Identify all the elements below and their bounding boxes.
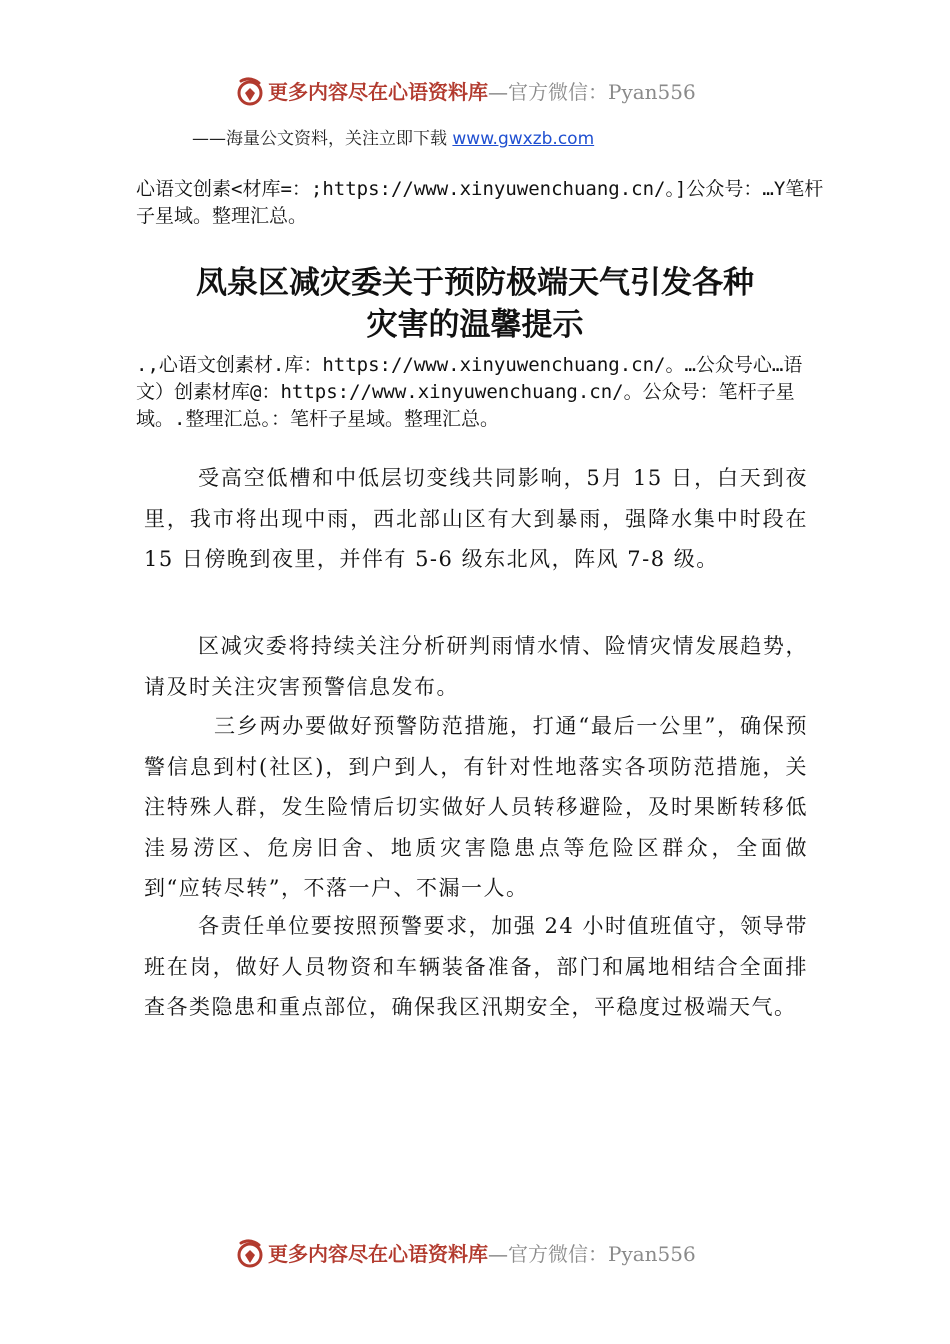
body-paragraph-4: 各责任单位要按照预警要求，加强 24 小时值班值守，领导带班在岗，做好人员物资和车辆装备准备，部门和属地相结合全面排查各类隐患和重点部位，确保我区汛期安全，平稳度过极端天气。 (144, 914, 808, 1019)
watermark-text-b: .,心语文创素材.库：https://www.xinyuwenchuang.cn/。…公众号心…语文）创素材库@：https://www.xinyuwenchuang.cn/。公众号：笔杆子星域。.整理汇总。：笔杆子星域。整理汇总。 (136, 354, 803, 430)
document-title (100, 262, 850, 346)
title-line-2: 灾害的温馨提示 (366, 307, 584, 343)
header-banner (0, 72, 950, 112)
banner-wechat-text: 官方微信：Pyan556 (508, 1242, 696, 1266)
title-line-1: 凤泉区减灾委关于预防极端天气引发各种 (196, 265, 754, 301)
banner-text (268, 78, 696, 106)
download-link[interactable]: www.gwxzb.com (452, 129, 595, 149)
banner-main-text: 更多内容尽在心语资料库 (268, 80, 488, 104)
logo-icon (232, 74, 268, 110)
download-line (192, 126, 594, 152)
body-paragraph-2: 区减灾委将持续关注分析研判雨情水情、险情灾情发展趋势，请及时关注灾害预警信息发布。 (144, 634, 808, 699)
banner-text (268, 1240, 696, 1268)
banner-separator: — (488, 1242, 508, 1266)
logo-icon (232, 1236, 268, 1272)
watermark-text-a: 心语文创素<材库=：;https://www.xinyuwenchuang.cn/。]公众号：…Y笔杆子星域。整理汇总。 (136, 178, 824, 227)
footer-banner (0, 1234, 950, 1274)
body-paragraph-3: 三乡两办要做好预警防范措施，打通“最后一公里”，确保预警信息到村(社区)，到户到人，有针对性地落实各项防范措施，关注特殊人群，发生险情后切实做好人员转移避险，及时果断转移低洼易涝区、危房旧舍、地质灾害隐患点等危险区群众，全面做到“应转尽转”，不落一户、不漏一人。 (144, 714, 808, 900)
banner-main-text: 更多内容尽在心语资料库 (268, 1242, 488, 1266)
download-prefix: ——海量公文资料，关注立即下载 (192, 129, 453, 149)
body-paragraph-1: 受高空低槽和中低层切变线共同影响，5月 15 日，白天到夜里，我市将出现中雨，西北部山区有大到暴雨，强降水集中时段在 15 日傍晚到夜里，并伴有 5-6 级东北风，阵风 7-8 级。 (144, 466, 808, 571)
banner-wechat-text: 官方微信：Pyan556 (508, 80, 696, 104)
banner-separator: — (488, 80, 508, 104)
